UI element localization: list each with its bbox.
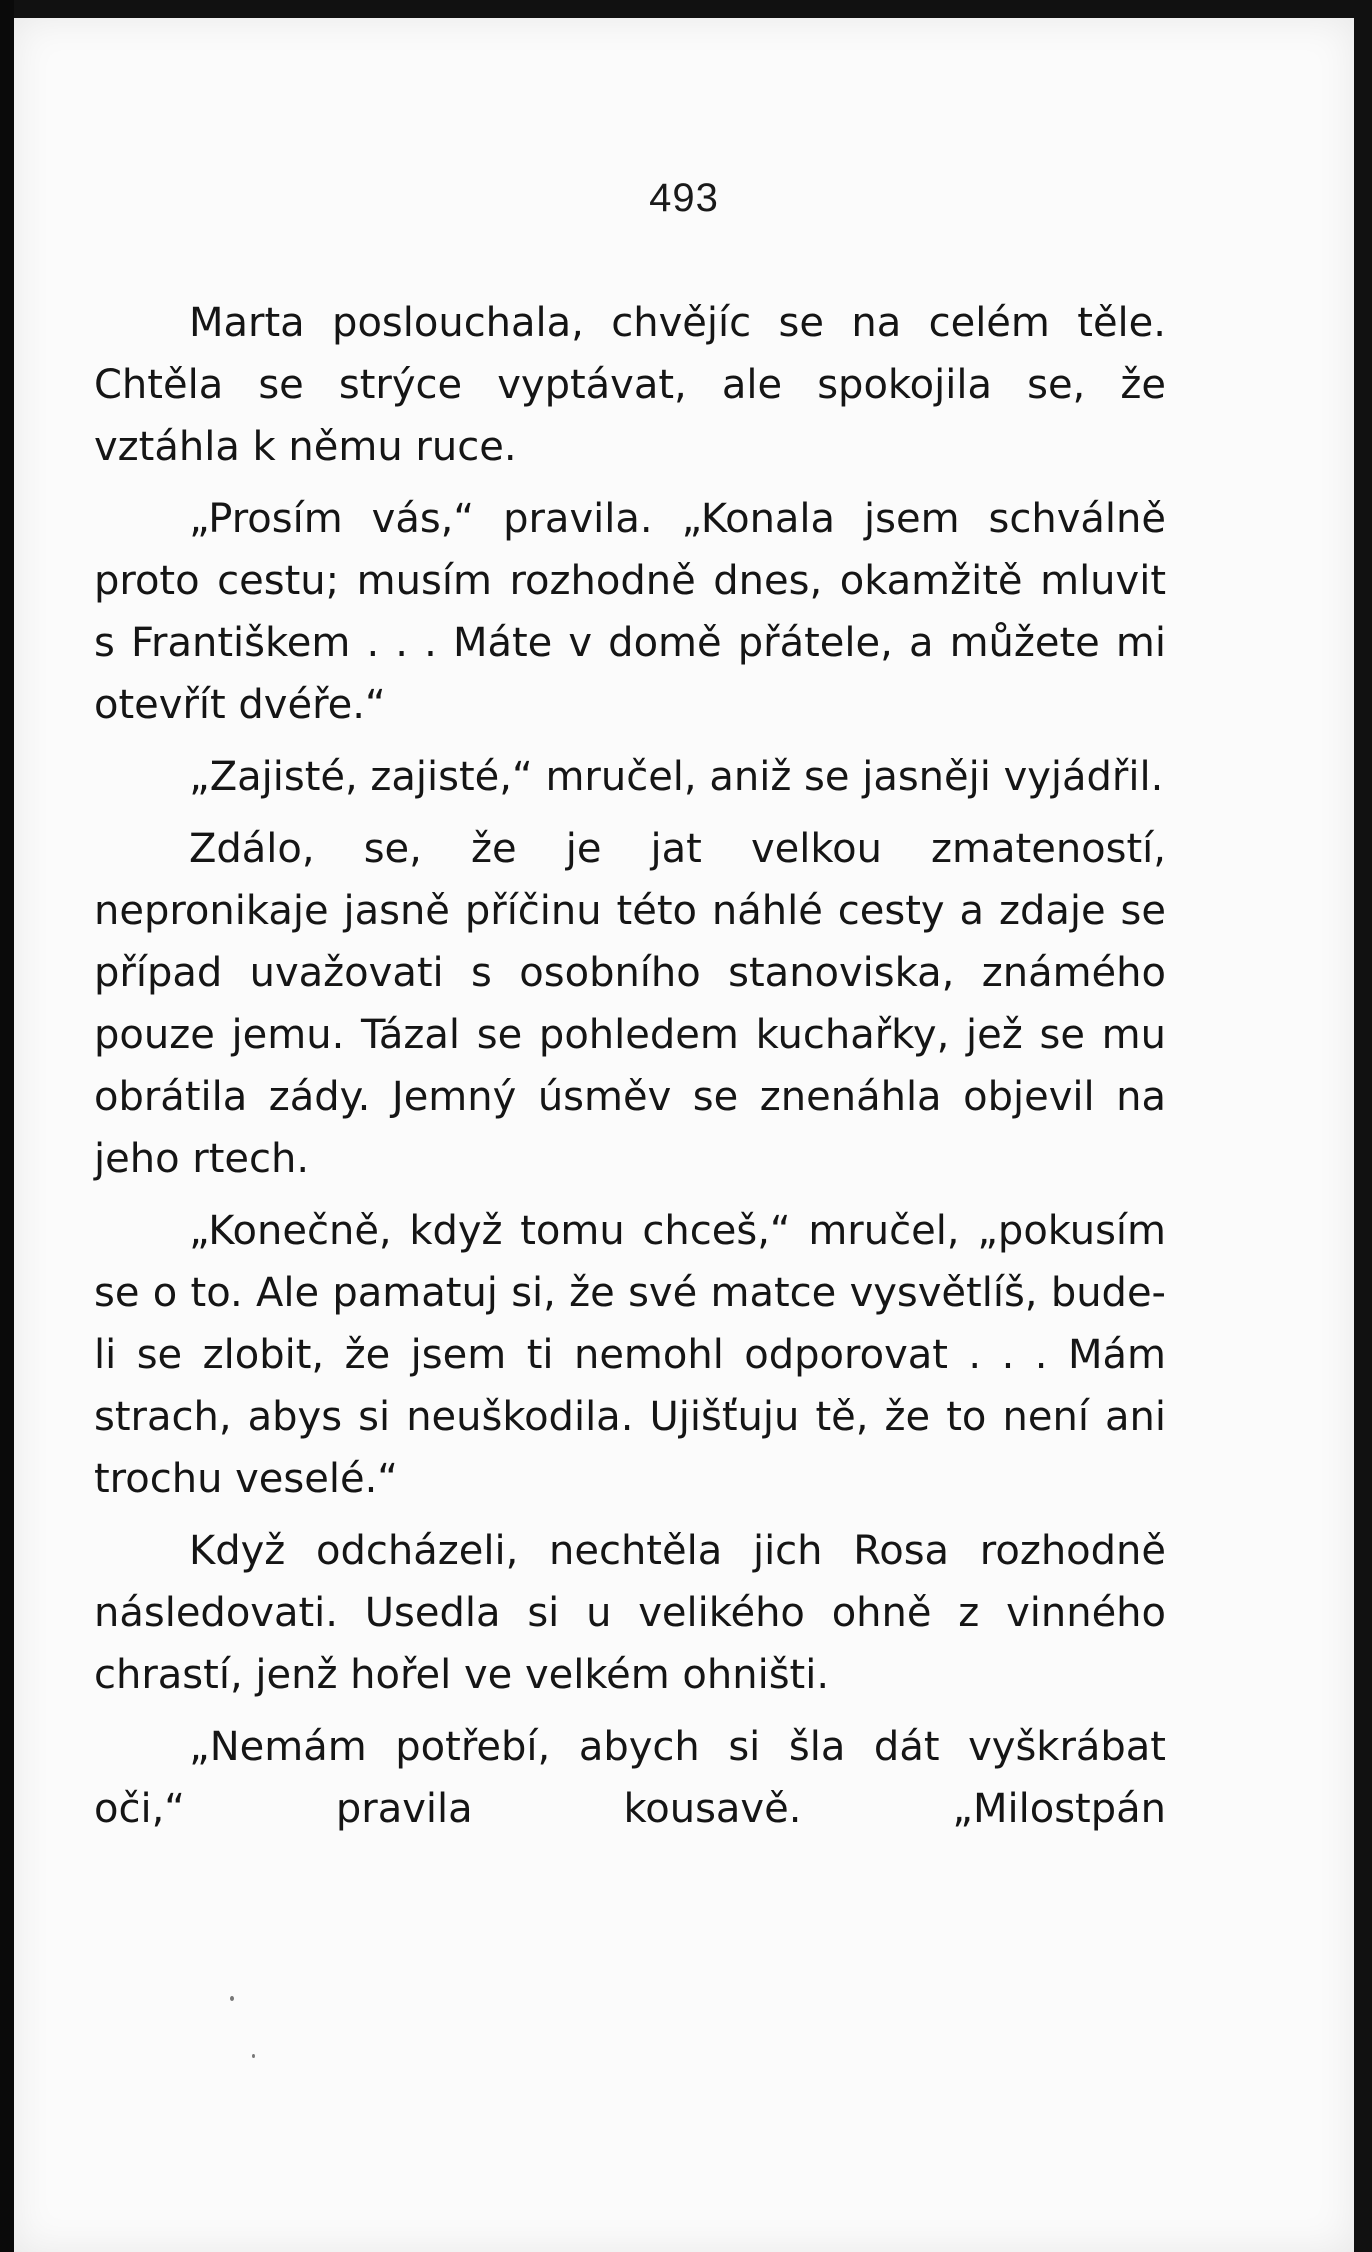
scan-speck — [252, 2054, 255, 2058]
scan-edge — [0, 0, 14, 2252]
paragraph: Marta poslouchala, chvějíc se na celém těle. Chtěla se strýce vyptávat, ale spokojila se, že vztáhla k němu ruce. — [94, 300, 1166, 470]
paragraph: Když odcházeli, nechtěla jich Rosa rozhodně následovati. Usedla si u velikého ohně z vinného chrastí, jenž hořel ve velkém ohništi. — [94, 1528, 1166, 1698]
page-number: 493 — [649, 176, 719, 220]
paragraph: „Konečně, když tomu chceš,“ mručel, „pokusím se o to. Ale pamatuj si, že své matce vysvětlíš, bude-li se zlobit, že jsem ti nemohl odporovat . . . Mám strach, abys si neuškodila. Ujišťuju tě, že to není ani trochu veselé.“ — [94, 1208, 1166, 1502]
book-page — [14, 18, 1354, 2252]
paragraph: „Prosím vás,“ pravila. „Konala jsem schválně proto cestu; musím rozhodně dnes, okamžitě mluvit s Františkem . . . Máte v domě přátele, a můžete mi otevřít dvéře.“ — [94, 496, 1166, 728]
paragraph: „Nemám potřebí, abych si šla dát vyškrábat oči,“ pravila kousavě. „Milostpán — [94, 1724, 1166, 1832]
paragraph: Zdálo, se, že je jat velkou zmateností, nepronikaje jasně příčinu této náhlé cesty a zdaje se případ uvažovati s osobního stanoviska, známého pouze jemu. Tázal se pohledem kuchařky, jež se mu obrátila zády. Jemný úsměv se znenáhla objevil na jeho rtech. — [94, 826, 1166, 1182]
paragraph: „Zajisté, zajisté,“ mručel, aniž se jasněji vyjádřil. — [189, 754, 1164, 800]
body-text — [94, 292, 1166, 1850]
scan-speck — [230, 1996, 234, 2001]
